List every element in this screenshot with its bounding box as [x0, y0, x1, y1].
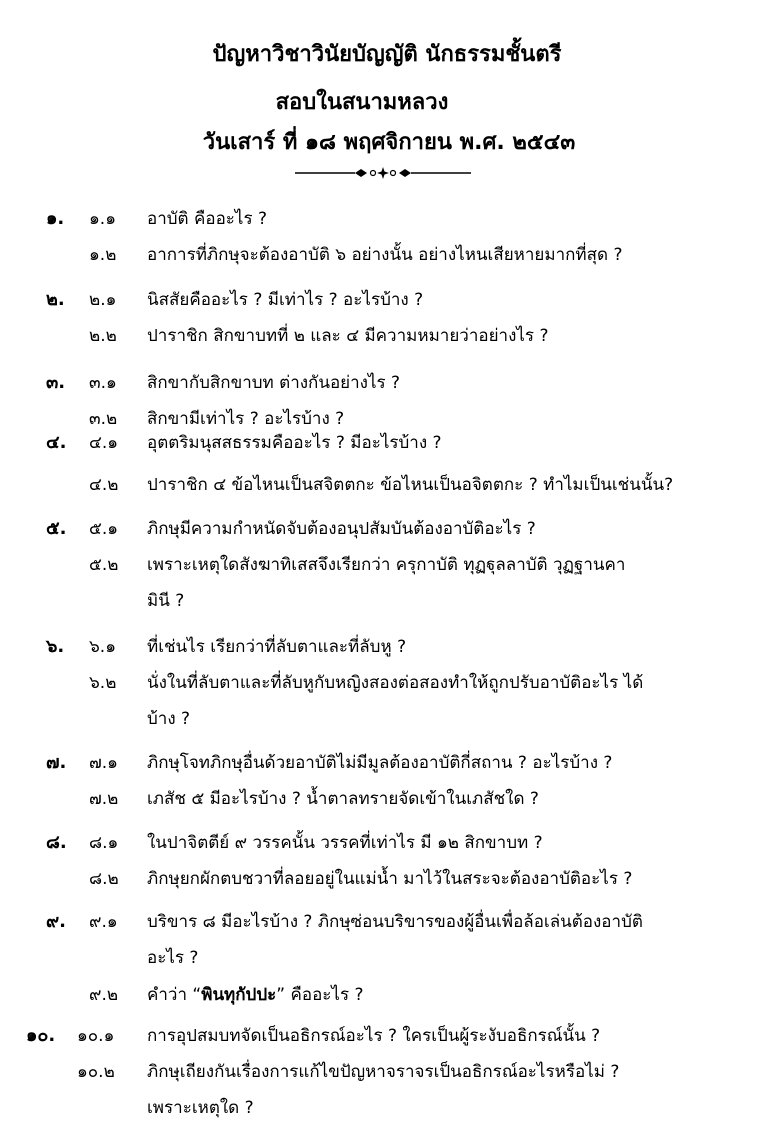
sub-question-text — [147, 1054, 747, 1126]
sub-question-text — [147, 201, 747, 237]
sub-question-text — [147, 365, 747, 401]
sub-question-number: ๑.๑ — [89, 209, 116, 229]
sub-question-number: ๔.๑ — [89, 433, 119, 453]
sub-question-number: ๗.๒ — [89, 789, 119, 809]
sub-question-number: ๙.๒ — [89, 985, 119, 1005]
sub-question-number: ๖.๑ — [89, 637, 116, 657]
sub-question-text — [147, 629, 747, 665]
question-term: พินทุกัปปะ — [201, 985, 277, 1005]
question-number: ๘. — [46, 832, 67, 853]
question-line — [147, 977, 747, 1013]
sub-question-text — [147, 511, 747, 547]
sub-question-number: ๕.๒ — [89, 555, 119, 575]
question-line: อุตตริมนุสสธรรมคืออะไร ? มีอะไรบ้าง ? — [147, 433, 442, 453]
question-number: ๕. — [46, 518, 67, 539]
question-number: ๔. — [46, 432, 67, 453]
question-number: ๑. — [46, 208, 65, 229]
question-line: เพราะเหตุใด ? — [147, 1098, 254, 1118]
question-line: บริขาร ๘ มีอะไรบ้าง ? ภิกษุซ่อนบริขารของผู้อื่นเพื่อล้อเล่นต้องอาบัติ — [147, 912, 643, 932]
question-line: ปาราชิก ๔ ข้อไหนเป็นสจิตตกะ ข้อไหนเป็นอจิตตกะ ? ทำไมเป็นเช่นนั้น? — [147, 475, 674, 495]
sub-question-text — [147, 467, 747, 503]
question-line: อาการที่ภิกษุจะต้องอาบัติ ๖ อย่างนั้น อย่างไหนเสียหายมากที่สุด ? — [147, 245, 623, 265]
question-line: นั่งในที่ลับตาและที่ลับหูกับหญิงสองต่อสองทำให้ถูกปรับอาบัติอะไร ได้ — [147, 673, 644, 693]
question-prefix: คำว่า “ — [147, 985, 202, 1005]
question-line: การอุปสมบทจัดเป็นอธิกรณ์อะไร ? ใครเป็นผู้ระงับอธิกรณ์นั้น ? — [147, 1026, 601, 1046]
sub-question-text — [147, 1018, 747, 1054]
question-line: นิสสัยคืออะไร ? มีเท่าไร ? อะไรบ้าง ? — [147, 290, 424, 310]
sub-question-text — [147, 861, 747, 897]
sub-question-text — [147, 425, 747, 461]
question-number: ๓. — [46, 372, 66, 393]
sub-question-number: ๓.๑ — [89, 373, 117, 393]
sub-question-text — [147, 237, 747, 273]
question-line: ภิกษุโจทภิกษุอื่นด้วยอาบัติไม่มีมูลต้องอาบัติกี่สถาน ? อะไรบ้าง ? — [147, 753, 613, 773]
sub-question-number: ๓.๒ — [89, 409, 118, 429]
sub-question-text — [147, 665, 747, 737]
question-number: ๒. — [46, 289, 65, 310]
question-line: ภิกษุเถียงกันเรื่องการแก้ไขปัญหาจราจรเป็นอธิกรณ์อะไรหรือไม่ ? — [147, 1062, 620, 1082]
question-line: ภิกษุยกผักตบชวาที่ลอยอยู่ในแม่น้ำ มาไว้ในสระจะต้องอาบัติอะไร ? — [147, 869, 633, 889]
sub-question-number: ๘.๑ — [89, 833, 119, 853]
sub-question-number: ๙.๑ — [89, 912, 118, 932]
sub-question-number: ๑๐.๑ — [77, 1026, 115, 1046]
question-line: สิกขากับสิกขาบท ต่างกันอย่างไร ? — [147, 373, 401, 393]
sub-question-text — [147, 547, 747, 619]
question-line: อะไร ? — [147, 948, 199, 968]
sub-question-text — [147, 282, 747, 318]
sub-question-text — [147, 318, 747, 354]
question-line: ในปาจิตตีย์ ๙ วรรคนั้น วรรคที่เท่าไร มี ๑๒ สิกขาบท ? — [147, 833, 543, 853]
sub-question-number: ๘.๒ — [89, 869, 119, 889]
question-number: ๙. — [46, 911, 67, 932]
exam-title: ปัญหาวิชาวินัยบัญญัติ นักธรรมชั้นตรี — [212, 42, 562, 67]
question-line: อาบัติ คืออะไร ? — [147, 209, 268, 229]
sub-question-text — [147, 825, 747, 861]
sub-question-text — [147, 977, 747, 1013]
question-line: ปาราชิก สิกขาบทที่ ๒ และ ๔ มีความหมายว่าอย่างไร ? — [147, 326, 549, 346]
question-line: บ้าง ? — [147, 709, 191, 729]
question-line: เพราะเหตุใดสังฆาทิเสสจึงเรียกว่า ครุกาบัติ ทุฏฐุลลาบัติ วุฏฐานคา — [147, 555, 626, 575]
sub-question-number: ๒.๒ — [89, 326, 117, 346]
sub-question-text — [147, 745, 747, 781]
sub-question-number: ๖.๒ — [89, 673, 117, 693]
sub-question-number: ๕.๑ — [89, 519, 119, 539]
question-line: สิกขามีเท่าไร ? อะไรบ้าง ? — [147, 409, 345, 429]
question-number: ๑๐. — [26, 1025, 56, 1046]
sub-question-number: ๑.๒ — [89, 245, 117, 265]
question-number: ๗. — [46, 752, 67, 773]
question-line: ที่เช่นไร เรียกว่าที่ลับตาและที่ลับหู ? — [147, 637, 407, 657]
sub-question-text — [147, 904, 747, 976]
sub-question-number: ๗.๑ — [89, 753, 118, 773]
question-line: ภิกษุมีความกำหนัดจับต้องอนุปสัมบันต้องอาบัติอะไร ? — [147, 519, 536, 539]
sub-question-number: ๑๐.๒ — [77, 1062, 115, 1082]
question-suffix: ” คืออะไร ? — [276, 985, 364, 1005]
ornament-divider — [293, 165, 473, 181]
question-line: เภสัช ๕ มีอะไรบ้าง ? น้ำตาลทรายจัดเข้าในเภสัชใด ? — [147, 789, 539, 809]
exam-date: วันเสาร์ ที่ ๑๘ พฤศจิกายน พ.ศ. ๒๕๔๓ — [202, 130, 576, 155]
exam-subtitle: สอบในสนามหลวง — [275, 90, 449, 115]
sub-question-text — [147, 781, 747, 817]
sub-question-number: ๔.๒ — [89, 475, 119, 495]
sub-question-number: ๒.๑ — [89, 290, 117, 310]
question-line: มินี ? — [147, 591, 185, 611]
question-number: ๖. — [46, 636, 65, 657]
